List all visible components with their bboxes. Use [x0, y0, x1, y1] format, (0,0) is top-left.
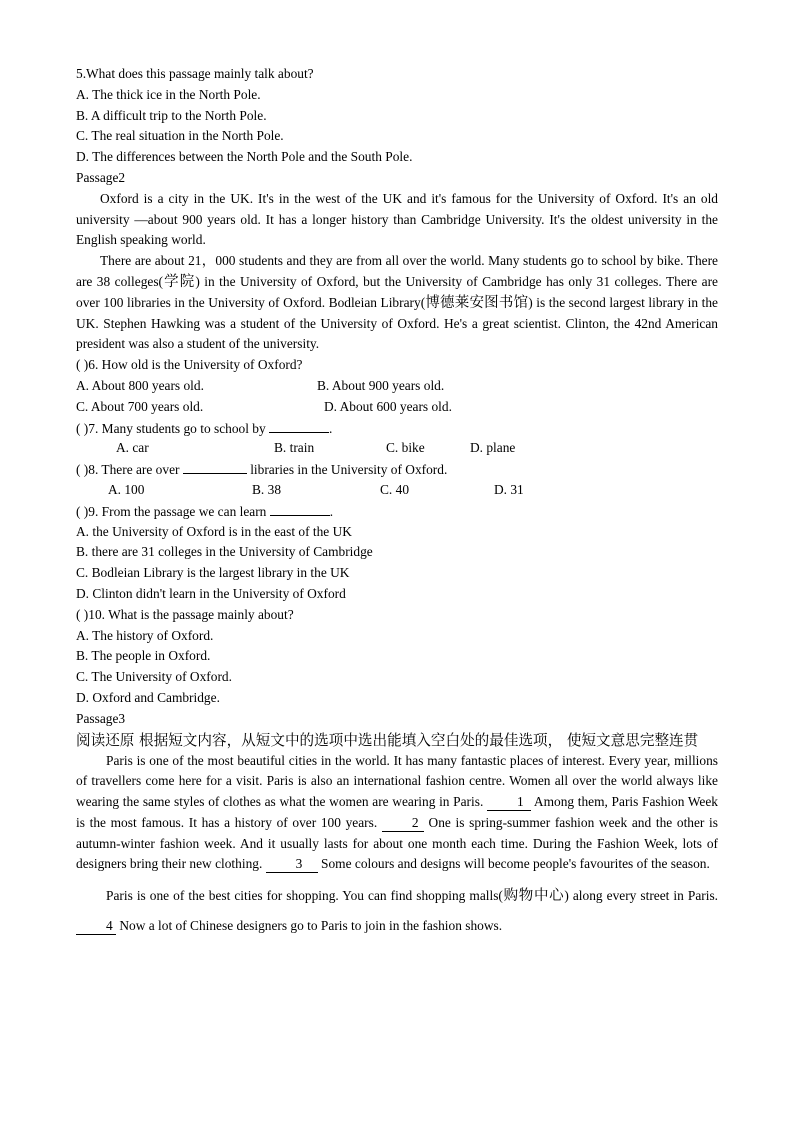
passage-2-heading: Passage2: [76, 169, 126, 185]
passage-3-paragraph-1-part-b: Among them, Paris Fashion Week is the most famous. It has a history of over 100 years.: [76, 794, 718, 830]
question-9-stem-end: .: [329, 503, 334, 519]
question-6-stem: ( )6. How old is the University of Oxford?: [76, 357, 303, 373]
question-8-stem: [76, 459, 718, 480]
passage-2-chinese-gloss-library: 博德莱安图书馆: [425, 294, 529, 311]
passage-2-paragraph-2-part-b: ) in the University of Oxford, but the University of Cambridge has only 31 colleges. There are over 100 libraries in the University of Oxford. Bodleian Library(: [76, 273, 718, 310]
passage-2-paragraph-1: Oxford is a city in the UK. It's in the west of the UK and it's famous for the University of Oxford. It's an old university —about 900 years old. It has a longer history than Cambridge University. It's the oldest university in the English speaking world.: [76, 190, 718, 248]
passage-2-paragraph-2-part-c: ) is the second largest library in the UK. Stephen Hawking was a student of the University of Oxford. He's a great scientist. Clinton, the 42nd American president was also a student of the university.: [76, 294, 718, 352]
question-7-stem: [76, 418, 718, 439]
question-10-option-c: C. The University of Oxford.: [76, 669, 232, 685]
question-9-option-a: A. the University of Oxford is in the east of the UK: [76, 523, 352, 539]
question-8-option-a: A. 100: [108, 481, 145, 497]
passage-3-blank-2[interactable]: 2: [382, 815, 424, 832]
question-7-option-a: A. car: [116, 440, 149, 456]
question-8-stem-end: libraries in the University of Oxford.: [250, 462, 448, 478]
question-8-option-d: D. 31: [494, 481, 524, 497]
question-7-option-d: D. plane: [470, 440, 516, 456]
passage-3-paragraph-2-part-a: Paris is one of the best cities for shopping. You can find shopping malls(: [106, 888, 503, 904]
question-7-stem-end: .: [329, 420, 333, 436]
question-6-options-row-2: [76, 397, 718, 418]
passage-3-blank-3[interactable]: 3: [266, 856, 318, 873]
question-7-option-c: C. bike: [386, 440, 425, 456]
question-9-stem-text: ( )9. From the passage we can learn: [76, 503, 267, 519]
passage-3-heading: Passage3: [76, 710, 126, 726]
question-5-option-c: C. The real situation in the North Pole.: [76, 128, 284, 144]
passage-3-paragraph-1-part-d: Some colours and designs will become people's favourites of the season.: [321, 856, 710, 872]
document-page: [76, 64, 718, 941]
question-7-stem-text: ( )7. Many students go to school by: [76, 420, 266, 436]
passage-3-blank-4[interactable]: 4: [76, 918, 116, 935]
question-6-option-a: A. About 800 years old.: [76, 377, 204, 393]
passage-3-paragraph-1: [76, 751, 718, 876]
question-10-option-b: B. The people in Oxford.: [76, 648, 211, 664]
question-7-options: [76, 438, 718, 459]
passage-3-paragraph-1-part-c: One is spring-summer fashion week and the other is autumn-winter fashion week. And it usually lasts for about one month each time. During the Fashion Week, lots of designers bring their new clothing.: [76, 814, 718, 872]
passage-3-paragraph-1-part-a: Paris is one of the most beautiful cities in the world. It has many fantastic places of interest. Every year, millions of travellers come here for a visit. Paris is also an international fashion centre. Women all over the world always like wearing the same styles of clothes as what the women are wearing in Paris.: [76, 752, 718, 810]
question-8-option-b: B. 38: [252, 481, 282, 497]
question-7-option-b: B. train: [274, 440, 315, 456]
question-5-option-a: A. The thick ice in the North Pole.: [76, 86, 261, 102]
passage-2-chinese-gloss-college: 学院: [163, 273, 196, 290]
question-7-answer-blank[interactable]: [269, 418, 329, 433]
question-6-option-c: C. About 700 years old.: [76, 398, 204, 414]
question-10-stem: ( )10. What is the passage mainly about?: [76, 606, 294, 622]
passage-3-paragraph-2-part-c: Now a lot of Chinese designers go to Paris to join in the fashion shows.: [119, 918, 503, 934]
question-9-stem: [76, 501, 718, 522]
question-10-option-a: A. The history of Oxford.: [76, 627, 214, 643]
question-6-options-row-1: [76, 376, 718, 397]
question-5-stem: 5.What does this passage mainly talk about?: [76, 66, 314, 81]
question-9-option-c: C. Bodleian Library is the largest library in the UK: [76, 565, 350, 581]
question-8-option-c: C. 40: [380, 481, 410, 497]
passage-2-paragraph-2-part-a: There are about 21，000 students and they are from all over the world. Many students go to school by bike. There are 38 colleges(: [76, 253, 718, 289]
question-6-option-b: B. About 900 years old.: [317, 377, 445, 393]
question-5-option-b: B. A difficult trip to the North Pole.: [76, 107, 267, 123]
question-8-stem-text: ( )8. There are over: [76, 462, 180, 478]
question-8-answer-blank[interactable]: [183, 459, 247, 474]
question-9-answer-blank[interactable]: [270, 501, 330, 516]
question-10-option-d: D. Oxford and Cambridge.: [76, 689, 220, 705]
question-9-option-b: B. there are 31 colleges in the University of Cambridge: [76, 544, 373, 560]
passage-3-paragraph-2-part-b: ) along every street in Paris.: [564, 888, 719, 904]
question-5-option-d: D. The differences between the North Pole and the South Pole.: [76, 149, 413, 165]
question-9-option-d: D. Clinton didn't learn in the University of Oxford: [76, 585, 346, 601]
passage-3-chinese-gloss-mall: 购物中心: [502, 888, 565, 905]
passage-3-blank-1[interactable]: 1: [487, 794, 531, 811]
question-8-options: [76, 480, 718, 501]
question-6-option-d: D. About 600 years old.: [324, 398, 452, 414]
passage-3-instruction: 阅读还原 根据短文内容，从短文中的选项中选出能填入空白处的最佳选项， 使短文意思完整连贯: [76, 731, 699, 749]
passage-2-paragraph-2: [76, 251, 718, 355]
passage-3-paragraph-2: [76, 881, 718, 941]
